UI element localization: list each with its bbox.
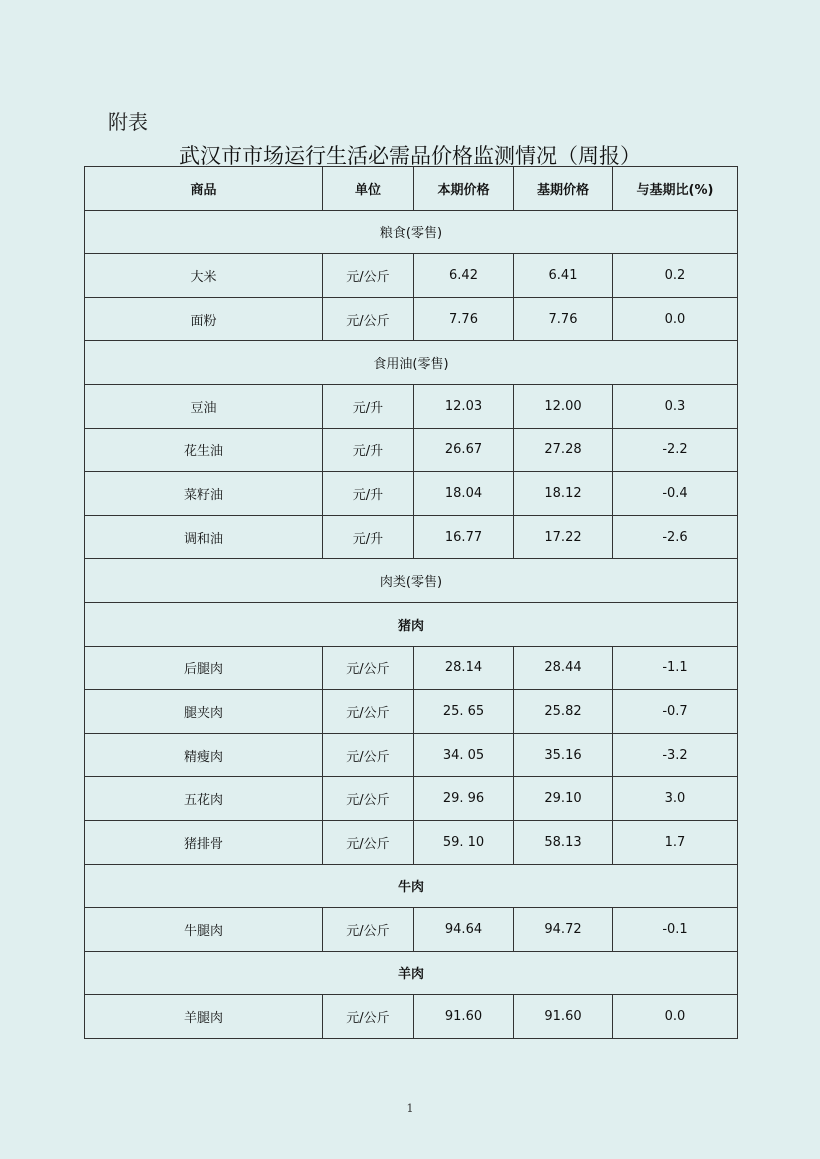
category-label: 食用油(零售) — [85, 341, 738, 385]
table-row — [85, 995, 738, 1039]
cell-commodity: 后腿肉 — [85, 646, 323, 690]
cell-change-percent: -0.4 — [613, 472, 738, 516]
cell-current-price: 26.67 — [414, 428, 514, 472]
category-row — [85, 210, 738, 254]
table-row — [85, 254, 738, 298]
category-label: 肉类(零售) — [85, 559, 738, 603]
table-row — [85, 646, 738, 690]
cell-commodity: 菜籽油 — [85, 472, 323, 516]
cell-unit: 元/公斤 — [323, 690, 414, 734]
subcategory-label: 羊肉 — [85, 951, 738, 995]
cell-unit: 元/公斤 — [323, 297, 414, 341]
cell-base-price: 18.12 — [514, 472, 613, 516]
page-title: 武汉市市场运行生活必需品价格监测情况（周报） — [179, 144, 641, 168]
subcategory-row — [85, 602, 738, 646]
cell-current-price: 28.14 — [414, 646, 514, 690]
subcategory-label: 牛肉 — [85, 864, 738, 908]
cell-change-percent: 0.0 — [613, 995, 738, 1039]
cell-commodity: 调和油 — [85, 515, 323, 559]
cell-current-price: 16.77 — [414, 515, 514, 559]
price-table — [84, 166, 738, 1039]
table-row — [85, 428, 738, 472]
table-row — [85, 690, 738, 734]
cell-base-price: 25.82 — [514, 690, 613, 734]
header-unit: 单位 — [323, 167, 414, 211]
cell-change-percent: -1.1 — [613, 646, 738, 690]
cell-commodity: 五花肉 — [85, 777, 323, 821]
table-header-row — [85, 167, 738, 211]
cell-change-percent: -2.2 — [613, 428, 738, 472]
cell-base-price: 7.76 — [514, 297, 613, 341]
category-row — [85, 559, 738, 603]
cell-current-price: 34. 05 — [414, 733, 514, 777]
cell-current-price: 18.04 — [414, 472, 514, 516]
category-row — [85, 341, 738, 385]
cell-unit: 元/升 — [323, 428, 414, 472]
header-current-price: 本期价格 — [414, 167, 514, 211]
cell-base-price: 91.60 — [514, 995, 613, 1039]
cell-unit: 元/升 — [323, 515, 414, 559]
cell-current-price: 12.03 — [414, 384, 514, 428]
cell-unit: 元/升 — [323, 384, 414, 428]
appendix-label: 附表 — [108, 110, 148, 134]
cell-unit: 元/升 — [323, 472, 414, 516]
cell-current-price: 29. 96 — [414, 777, 514, 821]
header-commodity: 商品 — [85, 167, 323, 211]
cell-change-percent: -2.6 — [613, 515, 738, 559]
cell-commodity: 腿夹肉 — [85, 690, 323, 734]
table-row — [85, 820, 738, 864]
cell-base-price: 29.10 — [514, 777, 613, 821]
cell-current-price: 59. 10 — [414, 820, 514, 864]
cell-unit: 元/公斤 — [323, 646, 414, 690]
cell-commodity: 面粉 — [85, 297, 323, 341]
cell-current-price: 25. 65 — [414, 690, 514, 734]
table-row — [85, 733, 738, 777]
cell-base-price: 28.44 — [514, 646, 613, 690]
cell-base-price: 35.16 — [514, 733, 613, 777]
cell-change-percent: 3.0 — [613, 777, 738, 821]
cell-current-price: 7.76 — [414, 297, 514, 341]
cell-change-percent: 0.2 — [613, 254, 738, 298]
cell-unit: 元/公斤 — [323, 995, 414, 1039]
table-row — [85, 297, 738, 341]
category-label: 粮食(零售) — [85, 210, 738, 254]
cell-unit: 元/公斤 — [323, 820, 414, 864]
page-number: 1 — [406, 1102, 414, 1115]
cell-unit: 元/公斤 — [323, 908, 414, 952]
cell-change-percent: -0.1 — [613, 908, 738, 952]
table-row — [85, 472, 738, 516]
cell-commodity: 牛腿肉 — [85, 908, 323, 952]
cell-commodity: 猪排骨 — [85, 820, 323, 864]
cell-current-price: 91.60 — [414, 995, 514, 1039]
subcategory-row — [85, 864, 738, 908]
header-base-price: 基期价格 — [514, 167, 613, 211]
cell-commodity: 豆油 — [85, 384, 323, 428]
header-change-percent: 与基期比(%) — [613, 167, 738, 211]
cell-unit: 元/公斤 — [323, 254, 414, 298]
cell-change-percent: 0.3 — [613, 384, 738, 428]
cell-current-price: 6.42 — [414, 254, 514, 298]
cell-unit: 元/公斤 — [323, 733, 414, 777]
cell-base-price: 6.41 — [514, 254, 613, 298]
cell-commodity: 大米 — [85, 254, 323, 298]
table-body — [85, 210, 738, 1038]
table-row — [85, 515, 738, 559]
cell-commodity: 羊腿肉 — [85, 995, 323, 1039]
subcategory-label: 猪肉 — [85, 602, 738, 646]
cell-change-percent: -3.2 — [613, 733, 738, 777]
cell-base-price: 17.22 — [514, 515, 613, 559]
table-row — [85, 908, 738, 952]
cell-change-percent: -0.7 — [613, 690, 738, 734]
cell-base-price: 27.28 — [514, 428, 613, 472]
cell-change-percent: 0.0 — [613, 297, 738, 341]
cell-commodity: 花生油 — [85, 428, 323, 472]
cell-current-price: 94.64 — [414, 908, 514, 952]
cell-unit: 元/公斤 — [323, 777, 414, 821]
cell-base-price: 94.72 — [514, 908, 613, 952]
cell-base-price: 58.13 — [514, 820, 613, 864]
table-row — [85, 777, 738, 821]
cell-commodity: 精瘦肉 — [85, 733, 323, 777]
cell-change-percent: 1.7 — [613, 820, 738, 864]
table-row — [85, 384, 738, 428]
subcategory-row — [85, 951, 738, 995]
cell-base-price: 12.00 — [514, 384, 613, 428]
